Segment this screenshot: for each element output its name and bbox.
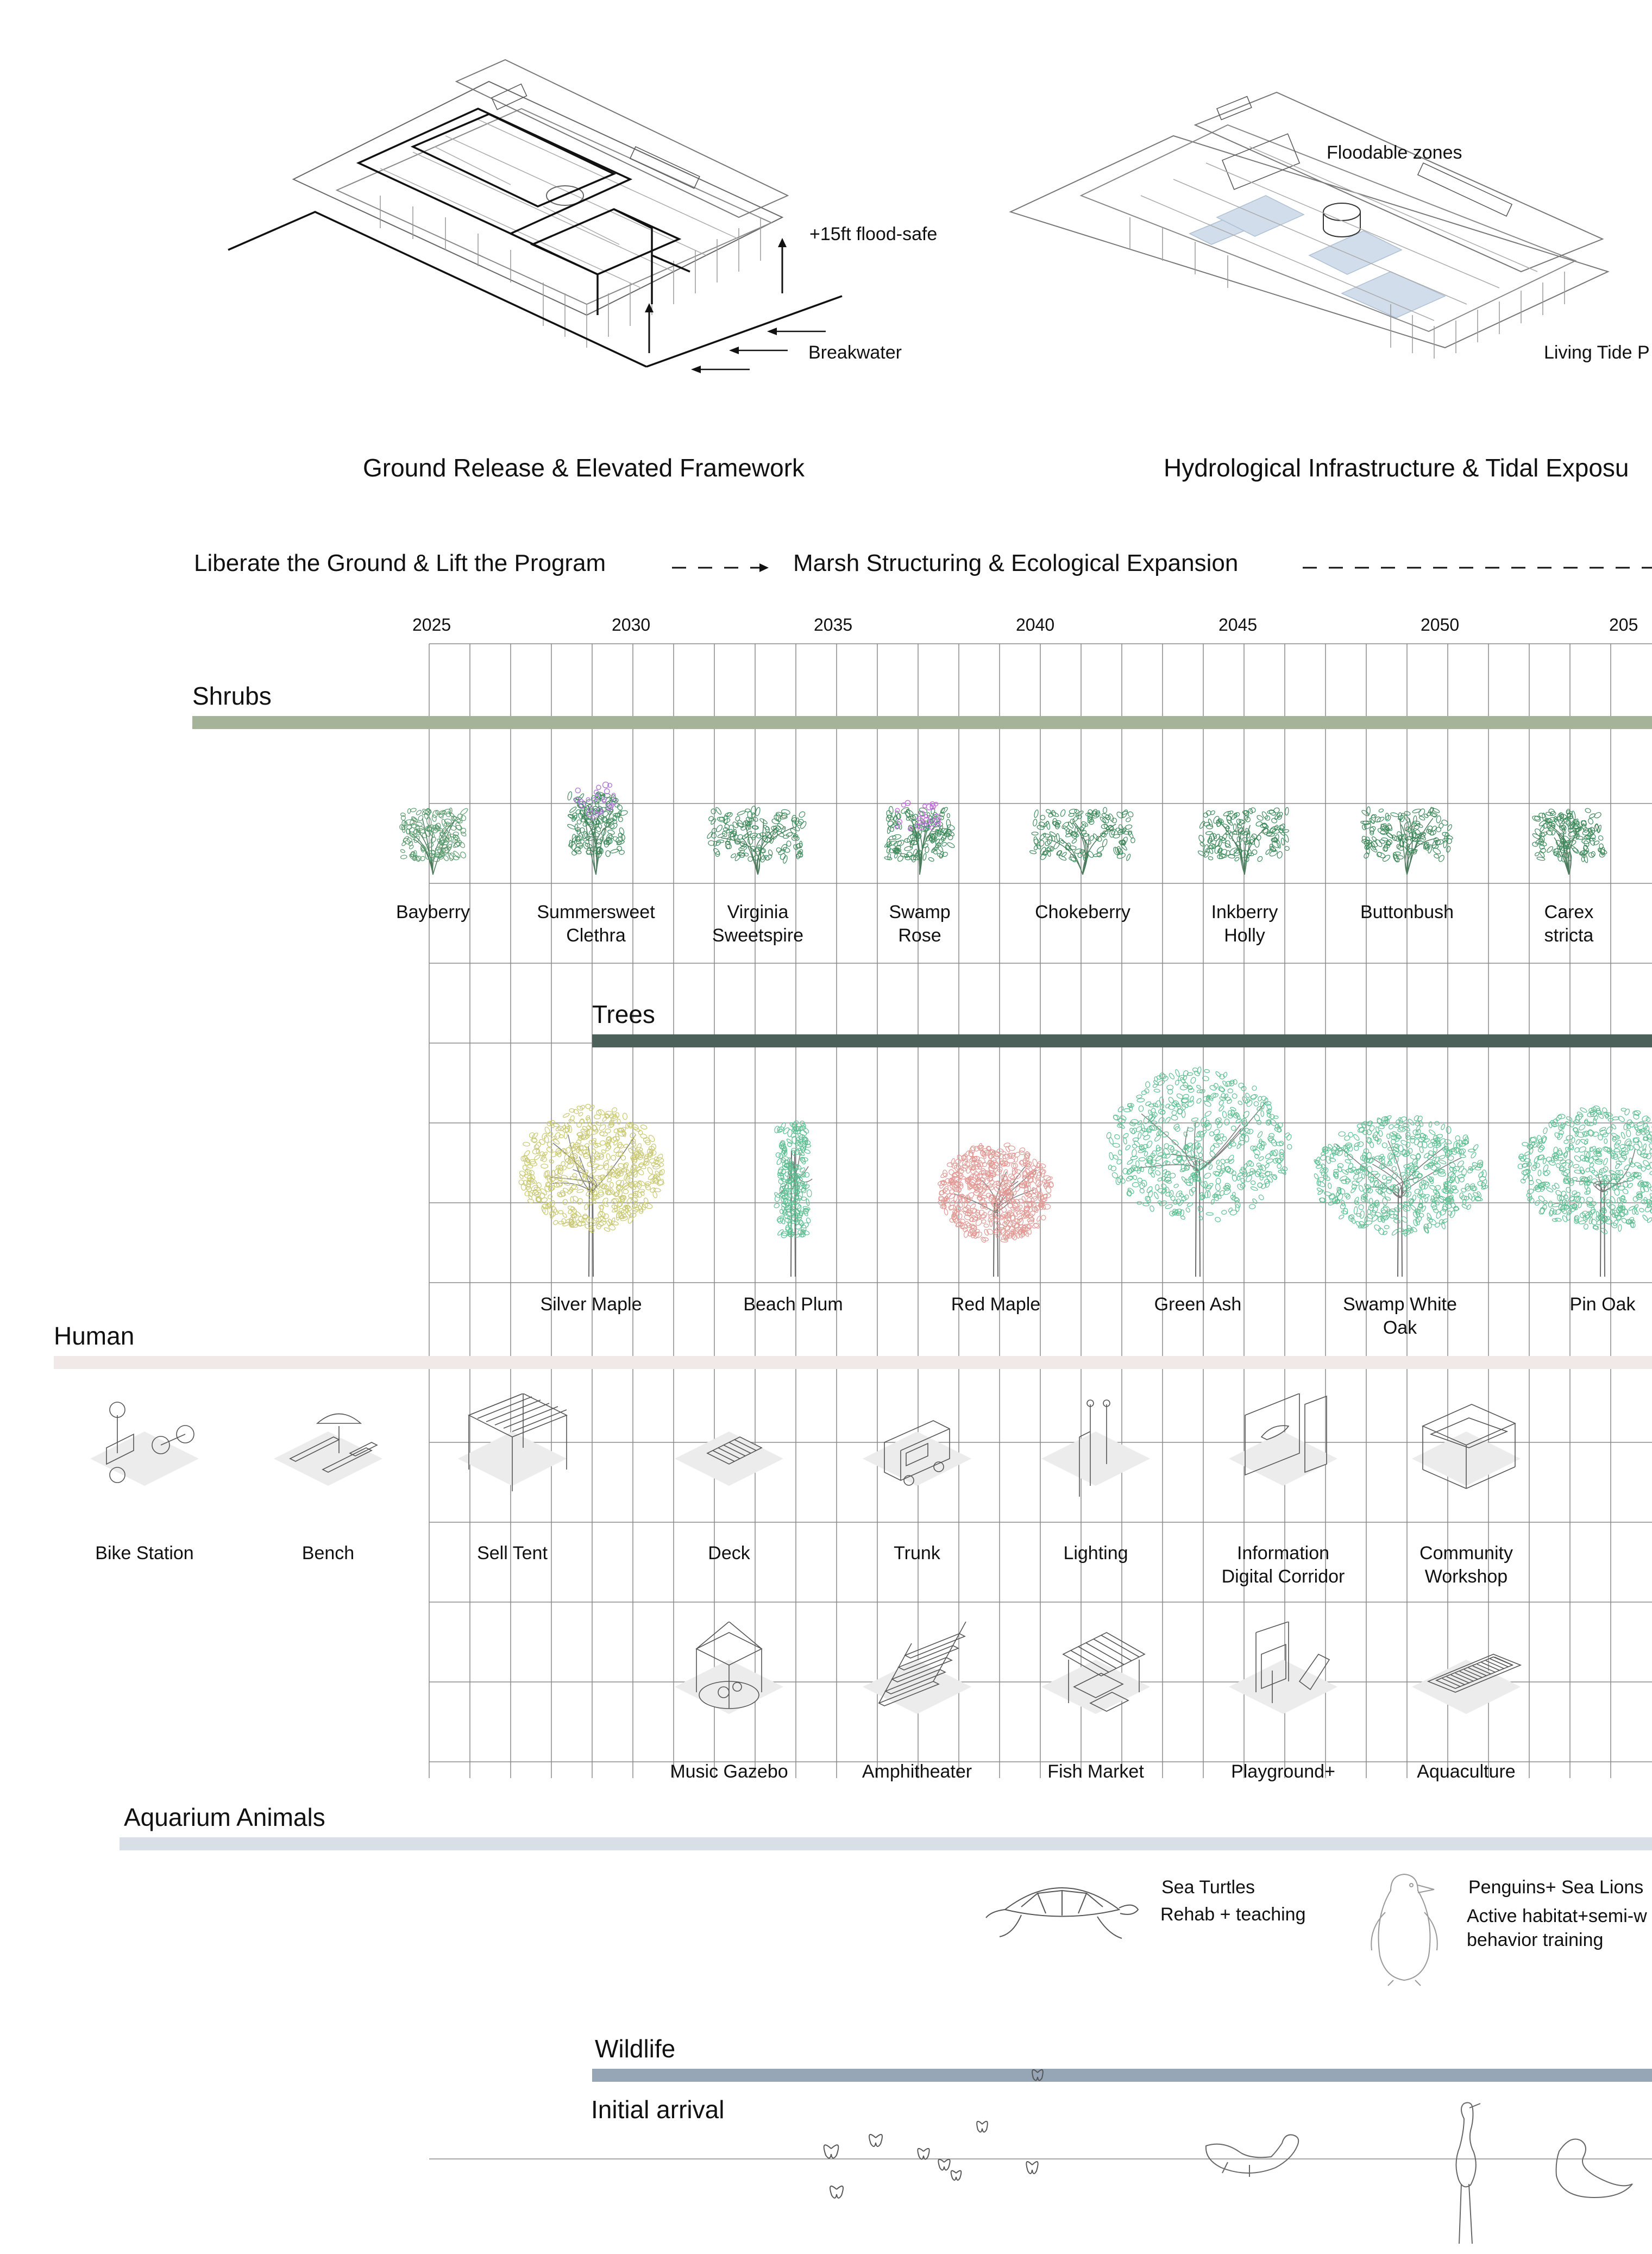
- tree-label: Beach Plum: [743, 1294, 843, 1315]
- duck-icon: [1206, 2135, 1632, 2198]
- heron-icon: [1456, 2102, 1480, 2244]
- facility-label: Music Gazebo: [670, 1761, 788, 1782]
- year-label: 2025: [412, 615, 451, 635]
- tide-pools-annotation: Living Tide P: [1544, 342, 1650, 363]
- facility-label: Playground+: [1231, 1761, 1335, 1782]
- tree-label: Green Ash: [1154, 1294, 1242, 1315]
- fish-market-icon: [1036, 1622, 1155, 1730]
- playground-icon: [1223, 1622, 1343, 1730]
- penguins-name: Penguins+ Sea Lions: [1468, 1877, 1644, 1898]
- wildlife-subtitle: Initial arrival: [591, 2095, 725, 2124]
- floodable-zones-annotation: Floodable zones: [1327, 142, 1462, 163]
- tree-label: Pin Oak: [1569, 1294, 1636, 1315]
- music-gazebo-icon: [669, 1622, 789, 1730]
- tree-label: Red Maple: [951, 1294, 1041, 1315]
- aquarium-timeline-bar: [120, 1837, 1652, 1850]
- wildlife-title: Wildlife: [595, 2035, 676, 2063]
- shrub-label: Chokeberry: [1035, 902, 1130, 922]
- sea-turtle-icon: [983, 1869, 1141, 1950]
- amphitheater-icon: [857, 1622, 977, 1730]
- flood-safe-annotation: +15ft flood-safe: [809, 224, 938, 244]
- facility-label: Aquaculture: [1417, 1761, 1516, 1782]
- phase-1-subtitle: Liberate the Ground & Lift the Program: [194, 550, 606, 576]
- lighting-icon: [1036, 1393, 1155, 1502]
- inkberry-shrub-icon: [1193, 799, 1296, 875]
- phase-1-title: Ground Release & Elevated Framework: [363, 454, 805, 482]
- year-label: 205: [1609, 615, 1638, 635]
- facility-label: Lighting: [1063, 1543, 1128, 1564]
- phase-2-title: Hydrological Infrastructure & Tidal Exposu: [1164, 454, 1629, 482]
- shrubs-timeline-bar: [192, 716, 1652, 729]
- sea-turtles-desc: Rehab + teaching: [1160, 1904, 1306, 1925]
- bike-station-icon: [85, 1393, 204, 1502]
- aquaculture-icon: [1406, 1622, 1526, 1730]
- human-timeline-bar: [54, 1356, 1652, 1369]
- shrub-label: Inkberry Holly: [1211, 902, 1278, 946]
- pin-oak-tree-icon: [1513, 1103, 1652, 1277]
- shrub-label: Carex stricta: [1544, 902, 1594, 946]
- trunk-icon: [857, 1393, 977, 1502]
- tree-label: Swamp White Oak: [1343, 1294, 1457, 1338]
- shrubs-title: Shrubs: [192, 682, 272, 710]
- facility-label: Community Workshop: [1419, 1543, 1513, 1587]
- shrub-label: Virginia Sweetspire: [712, 902, 804, 946]
- year-label: 2030: [612, 615, 651, 635]
- facility-label: Information Digital Corridor: [1221, 1543, 1345, 1587]
- clethra-shrub-icon: [563, 780, 629, 875]
- facility-label: Bench: [301, 1543, 355, 1564]
- trees-timeline-bar: [592, 1034, 1652, 1047]
- green-ash-tree-icon: [1100, 1065, 1296, 1277]
- facility-label: Trunk: [894, 1543, 940, 1564]
- tree-label: Silver Maple: [540, 1294, 642, 1315]
- bayberry-shrub-icon: [395, 799, 471, 875]
- red-maple-tree-icon: [936, 1141, 1056, 1277]
- year-label: 2040: [1016, 615, 1055, 635]
- sea-turtles-name: Sea Turtles: [1161, 1877, 1255, 1898]
- year-label: 2045: [1218, 615, 1258, 635]
- butterfly-icon: [824, 2070, 1043, 2198]
- swamp-rose-shrub-icon: [882, 799, 958, 875]
- sell-tent-icon: [453, 1393, 572, 1502]
- trees-title: Trees: [592, 1000, 655, 1028]
- bench-icon: [268, 1393, 388, 1502]
- beach-plum-tree-icon: [763, 1119, 823, 1277]
- shrub-label: Buttonbush: [1360, 902, 1454, 922]
- buttonbush-shrub-icon: [1355, 799, 1459, 875]
- facility-label: Bike Station: [95, 1543, 194, 1564]
- human-title: Human: [54, 1322, 135, 1350]
- silver-maple-tree-icon: [515, 1103, 667, 1277]
- deck-icon: [669, 1393, 789, 1502]
- wildlife-icons: [0, 2054, 1652, 2254]
- shrub-label: Bayberry: [395, 902, 470, 922]
- chokeberry-shrub-icon: [1023, 799, 1142, 875]
- penguin-icon: [1364, 1869, 1445, 1988]
- year-label: 2050: [1421, 615, 1460, 635]
- facility-label: Deck: [708, 1543, 750, 1564]
- sweetspire-shrub-icon: [701, 799, 815, 875]
- facility-label: Fish Market: [1047, 1761, 1144, 1782]
- carex-shrub-icon: [1528, 799, 1610, 875]
- facility-label: Amphitheater: [862, 1761, 972, 1782]
- community-workshop-icon: [1406, 1393, 1526, 1502]
- breakwater-annotation: Breakwater: [808, 342, 902, 363]
- penguins-desc: Active habitat+semi-w behavior training: [1467, 1906, 1647, 1951]
- year-label: 2035: [814, 615, 853, 635]
- information-corridor-icon: [1223, 1393, 1343, 1502]
- shrub-label: Swamp Rose: [889, 902, 951, 946]
- phase-2-subtitle: Marsh Structuring & Ecological Expansion: [793, 550, 1239, 576]
- aquarium-title: Aquarium Animals: [124, 1803, 325, 1831]
- facility-label: Sell Tent: [477, 1543, 548, 1564]
- shrub-label: Summersweet Clethra: [537, 902, 655, 946]
- swamp-white-oak-tree-icon: [1308, 1114, 1492, 1277]
